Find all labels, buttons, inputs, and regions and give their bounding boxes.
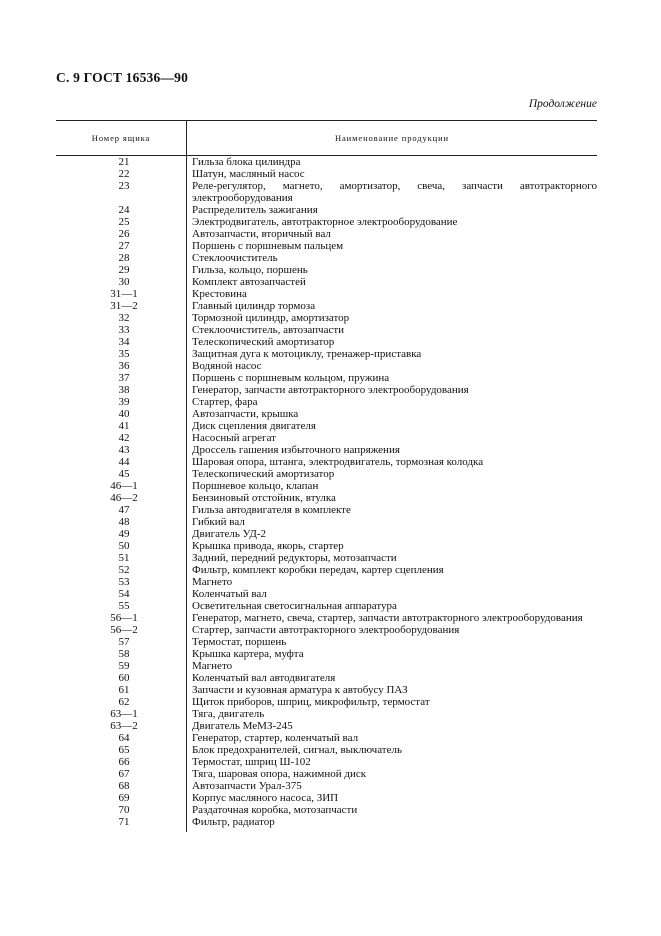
table-row	[56, 348, 597, 360]
table-row	[56, 804, 597, 816]
box-number-cell: 39	[118, 396, 130, 408]
product-name-cell: Термостат, шприц Ш-102	[192, 756, 311, 768]
product-name-cell: Поршень с поршневым кольцом, пружина	[192, 372, 390, 384]
product-name-cell: Гильза автодвигателя в комплекте	[192, 504, 351, 516]
table-row	[56, 576, 597, 588]
product-name-cell: Термостат, поршень	[192, 636, 287, 648]
table-row	[56, 552, 597, 564]
table-row	[56, 768, 597, 780]
product-name-cell: Магнето	[192, 576, 233, 588]
table-row	[56, 300, 597, 312]
box-number-cell: 62	[118, 696, 130, 708]
product-name-cell: Распределитель зажигания	[192, 204, 318, 216]
table-row	[56, 420, 597, 432]
product-name-cell: Крышка привода, якорь, стартер	[192, 540, 344, 552]
product-name-cell: Реле-регулятор, магнето, амортизатор, свеча, запчасти автотракторного электрооборудования	[192, 180, 597, 204]
table-row	[56, 600, 597, 612]
table-row	[56, 324, 597, 336]
box-number-cell: 63—2	[110, 720, 138, 732]
table-row	[56, 720, 597, 732]
product-name-cell: Стартер, запчасти автотракторного электрооборудования	[192, 624, 460, 636]
box-number-cell: 46—1	[110, 480, 138, 492]
table-row	[56, 528, 597, 540]
box-number-cell: 53	[118, 576, 130, 588]
table-row	[56, 396, 597, 408]
box-number-cell: 70	[118, 804, 130, 816]
box-number-cell: 69	[118, 792, 130, 804]
product-name-cell: Поршневое кольцо, клапан	[192, 480, 319, 492]
page-title: С. 9 ГОСТ 16536—90	[56, 70, 189, 85]
box-number-cell: 43	[118, 444, 130, 456]
table-row	[56, 252, 597, 264]
box-number-cell: 21	[118, 156, 130, 168]
product-name-cell: Главный цилиндр тормоза	[192, 300, 316, 312]
product-name-cell: Гильза, кольцо, поршень	[192, 264, 308, 276]
box-number-cell: 45	[118, 468, 130, 480]
table-row	[56, 168, 597, 180]
box-number-cell: 31—2	[110, 300, 138, 312]
box-number-cell: 40	[118, 408, 130, 420]
box-number-cell: 38	[118, 384, 130, 396]
product-name-cell: Поршень с поршневым пальцем	[192, 240, 344, 252]
box-number-cell: 27	[118, 240, 130, 252]
box-number-cell: 37	[118, 372, 130, 384]
table-row	[56, 504, 597, 516]
product-name-cell: Корпус масляного насоса, ЗИП	[192, 792, 339, 804]
box-number-cell: 33	[118, 324, 130, 336]
table-row	[56, 288, 597, 300]
product-name-cell: Насосный агрегат	[192, 432, 276, 444]
table-row	[56, 516, 597, 528]
table-row	[56, 156, 597, 168]
table-header	[56, 120, 597, 156]
product-name-cell: Тяга, двигатель	[192, 708, 265, 720]
table-row	[56, 648, 597, 660]
table-row	[56, 708, 597, 720]
box-number-cell: 29	[118, 264, 130, 276]
product-name-cell: Водяной насос	[192, 360, 262, 372]
table-row	[56, 612, 597, 624]
table-row	[56, 276, 597, 288]
table-row	[56, 696, 597, 708]
table-row	[56, 780, 597, 792]
table-row	[56, 672, 597, 684]
table-row	[56, 756, 597, 768]
box-number-cell: 66	[118, 756, 130, 768]
product-name-cell: Стартер, фара	[192, 396, 258, 408]
box-number-cell: 68	[118, 780, 130, 792]
product-table	[56, 120, 597, 826]
product-name-cell: Тяга, шаровая опора, нажимной диск	[192, 768, 367, 780]
product-name-cell: Телескопический амортизатор	[192, 468, 335, 480]
product-name-cell: Коленчатый вал автодвигателя	[192, 672, 336, 684]
product-name-cell: Автозапчасти, вторичный вал	[192, 228, 331, 240]
table-row	[56, 744, 597, 756]
table-row	[56, 432, 597, 444]
table-row	[56, 624, 597, 636]
table-row	[56, 360, 597, 372]
product-name-cell: Запчасти и кузовная арматура к автобусу ПАЗ	[192, 684, 408, 696]
product-name-cell: Шатун, масляный насос	[192, 168, 305, 180]
table-row	[56, 636, 597, 648]
table-row	[56, 660, 597, 672]
table-row	[56, 684, 597, 696]
table-row	[56, 372, 597, 384]
column-header-product-name: Наименование продукции	[334, 133, 450, 143]
table-row	[56, 444, 597, 456]
product-name-cell: Гибкий вал	[192, 516, 245, 528]
product-name-cell: Тормозной цилиндр, амортизатор	[192, 312, 350, 324]
product-name-cell: Генератор, магнето, свеча, стартер, запчасти автотракторного электрооборудования	[192, 612, 583, 624]
box-number-cell: 55	[118, 600, 130, 612]
table-row	[56, 540, 597, 552]
box-number-cell: 49	[118, 528, 130, 540]
product-name-cell: Раздаточная коробка, мотозапчасти	[192, 804, 358, 816]
product-name-cell: Генератор, запчасти автотракторного электрооборудования	[192, 384, 469, 396]
box-number-cell: 24	[118, 204, 130, 216]
table-row	[56, 408, 597, 420]
table-row	[56, 264, 597, 276]
product-name-cell: Шаровая опора, штанга, электродвигатель, тормозная колодка	[192, 456, 484, 468]
product-name-cell: Телескопический амортизатор	[192, 336, 335, 348]
box-number-cell: 57	[118, 636, 130, 648]
product-name-cell: Дроссель гашения избыточного напряжения	[192, 444, 400, 456]
box-number-cell: 52	[118, 564, 130, 576]
table-row	[56, 588, 597, 600]
column-header-box-number: Номер ящика	[56, 121, 187, 155]
product-name-cell: Электродвигатель, автотракторное электрооборудование	[192, 216, 458, 228]
table-row	[56, 180, 597, 204]
box-number-cell: 32	[118, 312, 130, 324]
box-number-cell: 26	[118, 228, 130, 240]
box-number-cell: 42	[118, 432, 130, 444]
table-row	[56, 456, 597, 468]
box-number-cell: 60	[118, 672, 130, 684]
box-number-cell: 25	[118, 216, 130, 228]
box-number-cell: 31—1	[110, 288, 138, 300]
product-name-cell: Комплект автозапчастей	[192, 276, 306, 288]
product-name-cell: Крышка картера, муфта	[192, 648, 304, 660]
product-name-cell: Магнето	[192, 660, 233, 672]
table-row	[56, 384, 597, 396]
table-row	[56, 732, 597, 744]
product-name-cell: Бензиновый отстойник, втулка	[192, 492, 336, 504]
table-row	[56, 336, 597, 348]
table-row	[56, 564, 597, 576]
product-name-cell: Крестовина	[192, 288, 247, 300]
box-number-cell: 46—2	[110, 492, 138, 504]
product-name-cell: Осветительная светосигнальная аппаратура	[192, 600, 397, 612]
box-number-cell: 50	[118, 540, 130, 552]
table-row	[56, 492, 597, 504]
box-number-cell: 59	[118, 660, 130, 672]
continuation-label: Продолжение	[528, 98, 597, 110]
box-number-cell: 22	[118, 168, 130, 180]
table-row	[56, 816, 597, 828]
box-number-cell: 63—1	[110, 708, 138, 720]
box-number-cell: 23	[118, 180, 130, 192]
box-number-cell: 51	[118, 552, 130, 564]
product-name-cell: Автозапчасти Урал-375	[192, 780, 302, 792]
box-number-cell: 71	[118, 816, 130, 828]
box-number-cell: 44	[118, 456, 130, 468]
table-row	[56, 204, 597, 216]
box-number-cell: 64	[118, 732, 130, 744]
product-name-cell: Задний, передний редукторы, мотозапчасти	[192, 552, 397, 564]
product-name-cell: Двигатель МеМЗ-245	[192, 720, 293, 732]
product-name-cell: Генератор, стартер, коленчатый вал	[192, 732, 359, 744]
table-row	[56, 468, 597, 480]
box-number-cell: 28	[118, 252, 130, 264]
box-number-cell: 61	[118, 684, 130, 696]
box-number-cell: 54	[118, 588, 130, 600]
box-number-cell: 36	[118, 360, 130, 372]
table-row	[56, 240, 597, 252]
product-name-cell: Фильтр, радиатор	[192, 816, 275, 828]
product-name-cell: Автозапчасти, крышка	[192, 408, 299, 420]
box-number-cell: 48	[118, 516, 130, 528]
product-name-cell: Стеклоочиститель, автозапчасти	[192, 324, 345, 336]
table-row	[56, 312, 597, 324]
product-name-cell: Стеклоочиститель	[192, 252, 278, 264]
product-name-cell: Фильтр, комплект коробки передач, картер сцепления	[192, 564, 444, 576]
product-name-cell: Гильза блока цилиндра	[192, 156, 301, 168]
table-row	[56, 216, 597, 228]
box-number-cell: 30	[118, 276, 130, 288]
table-row	[56, 228, 597, 240]
box-number-cell: 34	[118, 336, 130, 348]
box-number-cell: 67	[118, 768, 130, 780]
box-number-cell: 56—2	[110, 624, 138, 636]
product-name-cell: Коленчатый вал	[192, 588, 267, 600]
product-name-cell: Диск сцепления двигателя	[192, 420, 316, 432]
table-row	[56, 792, 597, 804]
box-number-cell: 41	[118, 420, 130, 432]
box-number-cell: 47	[118, 504, 130, 516]
box-number-cell: 58	[118, 648, 130, 660]
product-name-cell: Щиток приборов, шприц, микрофильтр, термостат	[192, 696, 430, 708]
product-name-cell: Двигатель УД-2	[192, 528, 266, 540]
box-number-cell: 35	[118, 348, 130, 360]
box-number-cell: 56—1	[110, 612, 138, 624]
product-name-cell: Защитная дуга к мотоциклу, тренажер-приставка	[192, 348, 422, 360]
table-body	[56, 156, 597, 828]
box-number-cell: 65	[118, 744, 130, 756]
product-name-cell: Блок предохранителей, сигнал, выключатель	[192, 744, 402, 756]
table-row	[56, 480, 597, 492]
